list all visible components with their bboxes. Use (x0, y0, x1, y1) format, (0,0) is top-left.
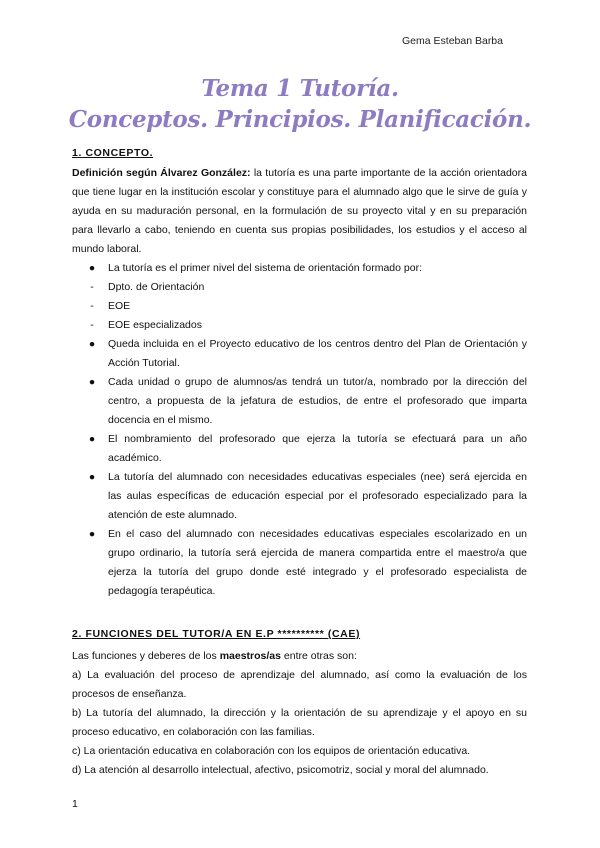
section-2-heading: 2. FUNCIONES DEL TUTOR/A EN E.P ********** (CAE) (72, 628, 361, 640)
section-1-body (72, 164, 527, 601)
list-item (72, 259, 527, 278)
list-item (72, 430, 527, 468)
list-item-text: Queda incluida en el Proyecto educativo de los centros dentro del Plan de Orientación y Acción Tutorial. (108, 338, 527, 369)
title-line-1: Tema 1 Tutoría. (201, 75, 399, 102)
section-2-body (72, 647, 527, 780)
list-item-text: La tutoría del alumnado con necesidades educativas especiales (nee) será ejercida en las aulas específicas de educación especial por el profesorado especializado para la atención de este alumnado. (108, 471, 527, 521)
list-marker: ● (88, 433, 96, 445)
function-item: d) La atención al desarrollo intelectual, afectivo, psicomotriz, social y moral del alumnado. (72, 764, 489, 776)
list-item-text: EOE especializados (108, 319, 202, 331)
function-item: c) La orientación educativa en colaboración con los equipos de orientación educativa. (72, 745, 471, 757)
list-marker: - (90, 319, 94, 331)
list-item (72, 468, 527, 525)
list-item (72, 373, 527, 430)
list-marker: - (90, 300, 94, 312)
list-marker: ● (88, 262, 96, 274)
functions-intro (72, 647, 527, 666)
definition-label: Definición según Álvarez González: (72, 167, 251, 179)
list-marker: ● (88, 528, 96, 540)
list-item (72, 316, 527, 335)
list-item-text: La tutoría es el primer nivel del sistema de orientación formado por: (108, 262, 422, 274)
definition-paragraph (72, 164, 527, 259)
list-marker: - (90, 281, 94, 293)
title-line-2: Conceptos. Principios. Planificación. (68, 106, 532, 133)
list-marker: ● (88, 376, 96, 388)
function-item: b) La tutoría del alumnado, la dirección y la orientación de su aprendizaje y el apoyo en su proceso educativo, en colaboración con las familias. (72, 707, 527, 738)
list-item-text: Dpto. de Orientación (108, 281, 205, 293)
concept-list (72, 259, 527, 601)
list-marker: ● (88, 338, 96, 350)
list-item (72, 278, 527, 297)
list-item (72, 525, 527, 601)
list-item-text: EOE (108, 300, 131, 312)
list-item-text: Cada unidad o grupo de alumnos/as tendrá un tutor/a, nombrado por la dirección del centro, a propuesta de la jefatura de estudios, de entre el profesorado que imparta docencia en el mismo. (108, 376, 527, 426)
section-1-heading: 1. CONCEPTO. (72, 147, 154, 159)
list-marker: ● (88, 471, 96, 483)
list-item-text: El nombramiento del profesorado que ejerza la tutoría se efectuará para un año académico. (108, 433, 527, 464)
intro-bold: maestros/as (219, 650, 281, 662)
definition-text: la tutoría es una parte importante de la acción orientadora que tiene lugar en la institución escolar y constituye para el alumnado algo que le sirve de guía y ayuda en su maduración personal, en la formulación de su proyecto vital y en su preparación para llevarlo a cabo, teniendo en cuenta sus propias posibilidades, los estudios y el acceso al mundo laboral. (72, 167, 527, 255)
intro-post: entre otras son: (280, 650, 357, 662)
list-item (72, 335, 527, 373)
page-number: 1 (72, 798, 78, 810)
list-item-text: En el caso del alumnado con necesidades educativas especiales escolarizado en un grupo ordinario, la tutoría será ejercida de manera compartida entre el maestro/a que ejerza la tutoría del grupo donde esté integrado y el profesorado especialista de pedagogía terapéutica. (108, 528, 527, 597)
author-name: Gema Esteban Barba (402, 35, 503, 47)
intro-pre: Las funciones y deberes de los (72, 650, 220, 662)
function-item: a) La evaluación del proceso de aprendizaje del alumnado, así como la evaluación de los procesos de enseñanza. (72, 669, 527, 700)
list-item (72, 297, 527, 316)
